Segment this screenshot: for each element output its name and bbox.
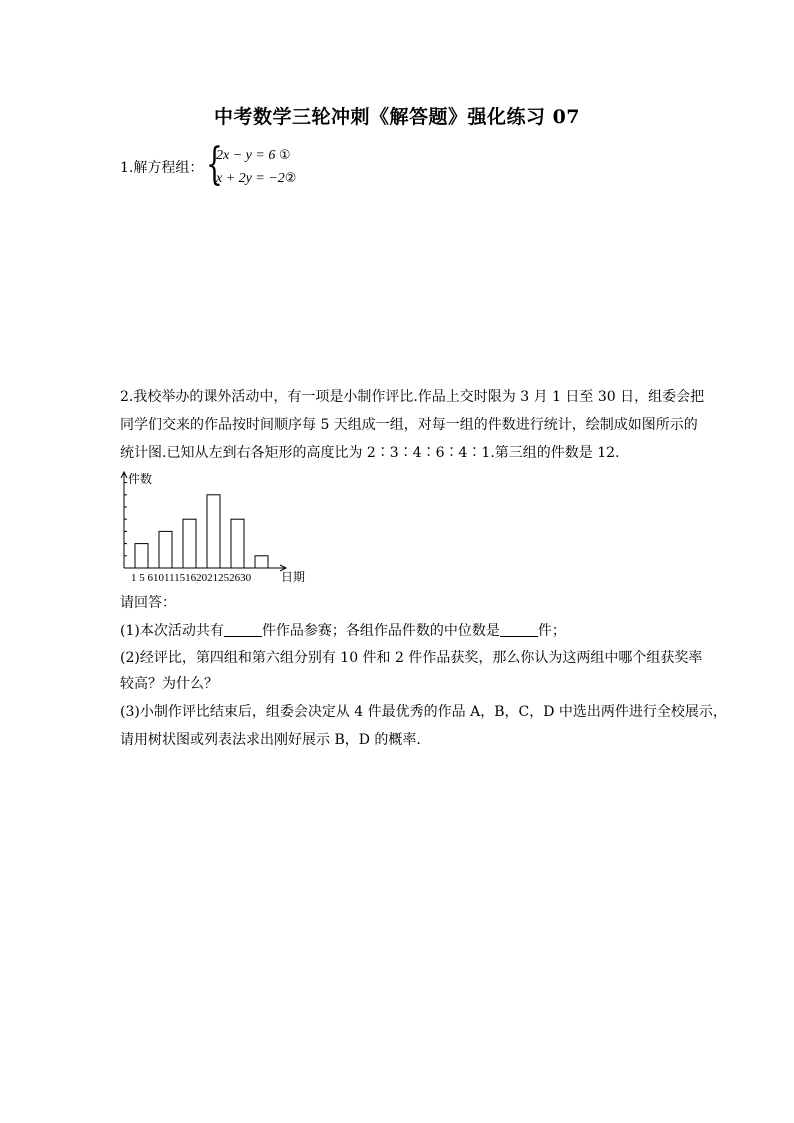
blank-median[interactable]	[500, 622, 538, 637]
q2-sub2-line-2: 较高？为什么？	[120, 676, 218, 692]
q2-sub1	[120, 621, 566, 641]
sub1-text-c: 件；	[537, 623, 566, 639]
q2-line-1: 2.我校举办的课外活动中，有一项是小制作评比.作品上交时限为 3 月 1 日至 30 日，组委会把	[120, 389, 705, 405]
bar-16-20	[207, 495, 220, 568]
bar-26-30	[255, 556, 268, 568]
bar-1-5	[135, 544, 148, 568]
q2-line-3: 统计图.已知从左到右各矩形的高度比为 2∶3∶4∶6∶4∶1.第三组的件数是 12.	[120, 445, 620, 461]
q2-sub2-line-1: (2)经评比，第四组和第六组分别有 10 件和 2 件作品获奖，那么你认为这两组中哪个组获奖率	[120, 650, 703, 666]
x-tick-labels: 1 5 6101115162021252630	[131, 572, 252, 584]
blank-total[interactable]	[224, 622, 262, 637]
equation-2-mark: ②	[284, 171, 297, 186]
equation-1-text: 2x − y = 6	[216, 148, 276, 163]
bar-21-25	[231, 519, 244, 568]
q2-prompt: 请回答：	[120, 595, 176, 611]
q1-label: 1.解方程组：	[120, 160, 204, 176]
bar-chart	[118, 468, 318, 586]
y-axis-label: 件数	[128, 472, 153, 486]
equation-2	[216, 171, 296, 187]
bar-6-10	[159, 531, 172, 568]
x-axis-label: 日期	[281, 570, 306, 584]
equation-1-mark: ①	[278, 148, 291, 163]
brace: {	[206, 139, 223, 190]
equation-2-text: x + 2y = −2	[216, 171, 285, 186]
sub1-text-b: 件作品参赛；各组作品件数的中位数是	[261, 623, 500, 639]
equation-1	[216, 148, 290, 164]
q2-line-2: 同学们交来的作品按时间顺序每 5 天组成一组，对每一组的件数进行统计，绘制成如图所示的	[120, 417, 698, 433]
bar-11-15	[183, 519, 196, 568]
page-title: 中考数学三轮冲刺《解答题》强化练习 07	[213, 106, 581, 128]
sub1-text-a: (1)本次活动共有	[120, 623, 224, 639]
q2-sub3-line-1: (3)小制作评比结束后，组委会决定从 4 件最优秀的作品 A，B，C，D 中选出两件进行全校展示，	[120, 704, 727, 720]
q2-sub3-line-2: 请用树状图或列表法求出刚好展示 B，D 的概率.	[120, 732, 421, 748]
equation-system	[206, 139, 326, 192]
